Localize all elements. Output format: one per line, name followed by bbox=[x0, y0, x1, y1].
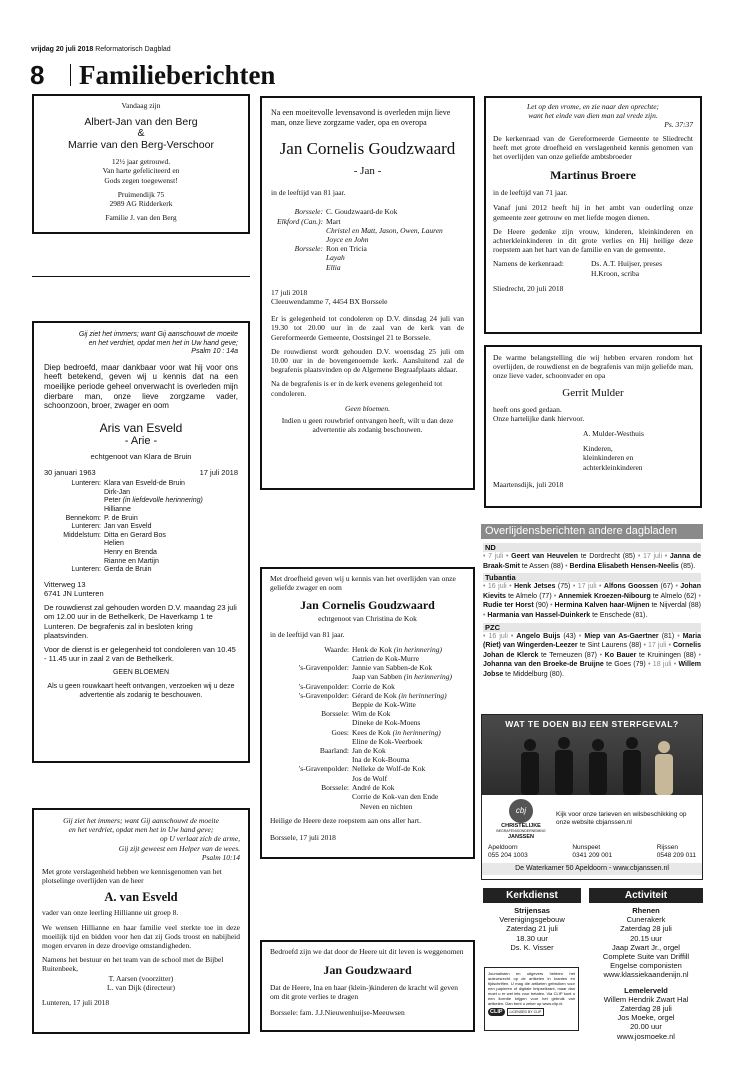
family-row: 's-Gravenpolder: Corrie de Kok bbox=[298, 681, 395, 691]
family-row: Waarde: Henk de Kok (in herinnering) bbox=[324, 644, 442, 654]
office: Rijssen 0548 209 011 bbox=[656, 843, 696, 859]
no-flowers: Geen bloemen. bbox=[345, 403, 390, 413]
announcement-text: Na een moeitevolle levensavond is overleden mijn lieve man, onze lieve zorgzame vader, opa en overopa bbox=[271, 108, 451, 127]
nickname: - Arie - bbox=[124, 434, 158, 447]
staff-silhouettes bbox=[482, 715, 702, 795]
spouse: echtgenoot van Klara de Bruin bbox=[90, 451, 192, 461]
family-row: Lunteren: Jan van Esveld bbox=[71, 523, 152, 531]
condolence-info: Er is gelegenheid tot condoleren op D.V. dinsdag 24 juli van 19.30 tot 20.00 uur in de zaal van de kerk van de Gereformeerde Gemeente, Oostsingel 21 te Borssele. bbox=[271, 314, 464, 342]
death-notice-goudzwaard bbox=[260, 96, 475, 490]
office: Apeldoorn 055 204 1003 bbox=[488, 843, 528, 859]
paper-deaths-text: • 16 juli • Angelo Buijs (43) • Miep van As-Gaertner (81) • Maria (Riet) van Wingerden-Leezer te Sint Laurens (88) • 17 juli • Cornelis Johan de Klerck te Terneuzen (87) • Ko Bauer te Kruiningen (88) • Johanna van den Broeke-de Bruijne te Goes (79) • 18 juli • Willem Jobse te Middelburg (80). bbox=[483, 632, 702, 678]
family-row: Jaap van Sabben (in herinnering) bbox=[352, 672, 452, 682]
address: Vitterweg 13 6741 JN Lunteren bbox=[44, 579, 104, 598]
age: in de leeftijd van 81 jaar. bbox=[271, 188, 346, 198]
family-row: Borssele: Wim de Kok bbox=[321, 709, 391, 719]
place-date: Borssele, 17 juli 2018 bbox=[270, 832, 336, 842]
family-row: Catrien de Kok-Murre bbox=[352, 654, 420, 664]
copyright-notice bbox=[484, 967, 579, 1031]
paper-deaths-text: • 16 juli • Henk Jetses (75) • 17 juli • Alfons Goossen (67) • Johan Kievits te Almelo (77) • Annemiek Kroezen-Nibourg te Almelo (62) • Rudie ter Horst (90) • Hermina Kalven haar-Wijnen te Nijverdal (88) • Harmania van Hassel-Duinkerk te Enschede (81). bbox=[483, 583, 701, 619]
family-row: Lunteren: Gerda de Bruin bbox=[71, 566, 152, 574]
family-row: Joyce en John bbox=[326, 235, 369, 244]
family-row: Ina de Kok-Bouma bbox=[352, 755, 410, 765]
address: Pruimendijk 75 2989 AG Ridderkerk bbox=[109, 189, 173, 209]
deceased-name: Gerrit Mulder bbox=[562, 386, 624, 399]
header-divider bbox=[70, 64, 71, 86]
no-flowers: GEEN BLOEMEN bbox=[112, 669, 169, 677]
announcement-text: Met droefheid geven wij u kennis van het overlijden van onze geliefde zwager en oom bbox=[270, 574, 456, 593]
children: Kinderen, kleinkinderen en achterkleinkinderen bbox=[583, 444, 643, 472]
family-row: Baarland: Jan de Kok bbox=[319, 746, 386, 756]
family-row: Elkford (Can.): Mart bbox=[277, 216, 341, 226]
family-row: Layah bbox=[326, 253, 345, 263]
paper-heading: PZC bbox=[483, 623, 701, 632]
paper-deaths-text: • 7 juli • Geert van Heuvelen te Dordrecht (85) • 17 juli • Janna de Braak-Smit te Assen (88) • Berdina Elisabeth Hensen-Neelis (85). bbox=[483, 553, 701, 570]
family-row: Middelstum: Ditta en Gerard Bos bbox=[63, 531, 166, 539]
event-detail: Engelse componisten bbox=[610, 961, 682, 971]
family-row: Bennekom: P. de Bruin bbox=[65, 514, 138, 522]
dateline: vrijdag 20 juli 2018 Reformatorisch Dagblad bbox=[31, 46, 171, 53]
paper-heading: ND bbox=[483, 543, 701, 552]
activities-title: Activiteit bbox=[589, 888, 703, 903]
announcement-text: Bedroefd zijn we dat door de Heere uit dit leven is weggenomen bbox=[270, 947, 464, 956]
family-row: Borssele: C. Goudzwaard-de Kok bbox=[294, 207, 398, 217]
relation: vader van onze leerling Hillianne uit groep 8. bbox=[42, 908, 179, 918]
nieces-nephews: Neven en nichten bbox=[360, 802, 413, 812]
service-info: De rouwdienst zal gehouden worden D.V. maandag 23 juli om 12.00 uur in de Bethelkerk, De Haverkamp 1 te Lunteren. De begrafenis zal in besloten kring plaatsvinden. bbox=[44, 603, 237, 640]
signature: Familie J. van den Berg bbox=[105, 213, 177, 223]
death-notice-broere bbox=[484, 96, 702, 334]
family-row: Borssele: Ron en Tricia bbox=[294, 244, 367, 254]
thanks-notice-mulder bbox=[484, 345, 702, 508]
event-place: Lemelerveld bbox=[624, 985, 668, 995]
couple-name: Marrie van den Berg-Verschoor bbox=[68, 139, 214, 152]
family-row: Beppie de Kok-Witte bbox=[352, 700, 416, 710]
event-place: Rhenen bbox=[632, 906, 660, 915]
announcement-text: De kerkenraad van de Gereformeerde Gemeente te Sliedrecht heeft met grote droefheid en verslagenheid kennis genomen van het overlijden van onze geliefde ambtsbroeder bbox=[493, 133, 693, 162]
signers: T. Aarsen (voorzitter) L. van Dijk (directeur) bbox=[107, 973, 175, 992]
deceased-name: Martinus Broere bbox=[550, 168, 636, 183]
event-detail: Zaterdag 28 juli bbox=[620, 924, 672, 934]
service-place: Strijensas bbox=[514, 906, 550, 915]
family-row: Hillianne bbox=[104, 505, 131, 513]
deaths-list bbox=[481, 539, 703, 680]
death-notice-in-laws bbox=[260, 567, 475, 859]
bible-quote: Let op den vrome, en zie naar den oprechte; want het einde van dien man zal vrede zijn. Ps. 37:37 bbox=[526, 102, 693, 130]
janssen-logo: cbj CHRISTELIJKE BEGRAFENISONDERNEMING JANSSEN bbox=[486, 799, 556, 840]
date-address: 17 juli 2018 Cleeuwendamme 7, 4454 BX Borssele bbox=[271, 287, 388, 307]
event-detail: Complete Suite van Driffill bbox=[602, 952, 690, 962]
family-row: Peter (in liefdevolle herinnering) bbox=[104, 497, 203, 505]
deceased-name: Aris van Esveld bbox=[99, 420, 183, 435]
column-rule bbox=[32, 276, 250, 277]
event-detail: www.klassiekaandenijn.nl bbox=[603, 970, 689, 980]
family-row: Corrie de Kok-van den Ende bbox=[352, 792, 439, 802]
announcement-text: Met grote verslagenheid hebben we kennisgenomen van het plotselinge overlijden van de heer bbox=[42, 867, 222, 886]
event-list bbox=[589, 906, 703, 1041]
verse: Heilige de Heere deze roepstem aan ons aller hart. bbox=[270, 816, 421, 826]
event-detail: Jos Moeke, orgel bbox=[617, 1013, 675, 1023]
event-detail: Zaterdag 28 juli bbox=[620, 1004, 672, 1014]
deaths-title: Overlijdensberichten andere dagbladen bbox=[481, 524, 703, 539]
bible-quote: Gij ziet het immers; want Gij aanschouwt de moeite en het verdriet, opdat men het in Uw hand geve; op U verlaat zich de arme, Gij zijt geweest een Helper van de wees. Psalm 10:14 bbox=[63, 816, 240, 862]
family-row: Helien bbox=[104, 540, 124, 548]
paragraph: De Heere gedenke zijn vrouw, kinderen, kleinkinderen en achterkleinkinderen in dit grote verlies en Hij heilige deze roepstem aan het hart van de familie en van de gemeente. bbox=[493, 226, 693, 255]
ad-intro: Vandaag zijn bbox=[121, 101, 161, 110]
place-date: Sliedrecht, 20 juli 2018 bbox=[493, 283, 564, 293]
family-list bbox=[270, 645, 465, 801]
closing-note: Indien u geen rouwbrief ontvangen heeft, wilt u dan deze advertentie als zodanig beschouwen. bbox=[281, 416, 454, 435]
service-info: De rouwdienst wordt gehouden D.V. woensdag 25 juli om 10.00 uur in de bovengenoemde kerk. Aansluitend zal de begrafenis plaatsvinden op de Algemene Begraafplaats aldaar. bbox=[271, 346, 464, 375]
family-row: Lunteren: Klara van Esveld-de Bruin bbox=[71, 480, 185, 488]
banner-tagline: Kijk voor onze tarieven en wilsbeschikking op onze website cbjanssen.nl bbox=[556, 811, 687, 827]
bible-quote: Gij ziet het immers; want Gij aanschouwt de moeite en het verdriet, opdat men het in Uw hand geve; Psalm 10 : 14a bbox=[78, 331, 238, 356]
banner-photo bbox=[482, 715, 702, 795]
service-details: Verenigingsgebouw Zaterdag 21 juli 18.30 uur Ds. K. Visser bbox=[499, 915, 565, 952]
activities bbox=[589, 888, 703, 1041]
family-row: Borssele: André de Kok bbox=[321, 782, 395, 792]
family-list bbox=[44, 480, 238, 575]
family-row: Goes: Kees de Kok (in herinnering) bbox=[331, 727, 441, 737]
on-behalf: Namens het bestuur en het team van de school met de Bijbel Ruitenbeek, bbox=[42, 955, 224, 974]
copyright-text: Journalisten en uitgevers hebben het auteursrecht op de artikelen in kranten en tijdschriften. U mag die artikelen gebruiken voor een papieren of digitale knipselkrant, maar dan moet u er wel iets voor betalen. Via CLIP kunt u een licentie krijgen voor het gebruik van artikelen. Dan bent u zeker op www.clip.nl. bbox=[488, 971, 575, 1006]
event-detail: 20.00 uur bbox=[630, 1022, 662, 1032]
ampersand: & bbox=[137, 127, 145, 140]
cbj-logo-icon: cbj bbox=[509, 799, 533, 823]
event-detail: 20.15 uur bbox=[630, 933, 662, 943]
family-row: 's-Gravenpolder: Nelleke de Wolf-de Kok bbox=[298, 764, 426, 774]
clip-logo-icon: CLIP bbox=[490, 1009, 503, 1015]
church-service bbox=[483, 888, 581, 956]
condolence-info: Voor de dienst is er gelegenheid tot condoleren van 10.45 - 11.45 uur in zaal 2 van de Bethelkerk. bbox=[44, 644, 236, 664]
paper-heading: Tubantia bbox=[483, 573, 701, 582]
paragraph: Vanaf juni 2012 heeft hij in het ambt van ouderling onze gemeente zeer getrouw en met liefde mogen dienen. bbox=[493, 203, 693, 222]
family-row: Eline de Kok-Veerboek bbox=[352, 736, 423, 746]
family-row: Rianne en Martijn bbox=[104, 557, 159, 565]
place-date: Maartensdijk, juli 2018 bbox=[493, 479, 564, 489]
couple-name: Albert-Jan van den Berg bbox=[84, 116, 198, 129]
event-detail: www.josmoeke.nl bbox=[617, 1031, 675, 1041]
event-detail: Cunerakerk bbox=[626, 915, 666, 925]
school-notice bbox=[32, 808, 250, 1034]
church-service-title: Kerkdienst bbox=[483, 888, 581, 903]
thanks-text: heeft ons goed gedaan. Onze hartelijke dank hiervoor. bbox=[493, 404, 585, 423]
family-list bbox=[271, 207, 464, 271]
wish-text: We wensen Hillianne en haar familie veel sterkte toe in deze moeilijk tijd en bidden voor hen dat zij Gods troost en nabijheid mogen ervaren in deze droevige omstandigheden. bbox=[42, 922, 240, 951]
announcement-text: De warme belangstelling die wij hebben ervaren rondom het overlijden, de rouwdienst en de begrafenis van mijn geliefde man, onze lieve vader, schoonvader en opa bbox=[493, 353, 693, 381]
announcement-text: Diep bedroefd, maar dankbaar voor wat hij voor ons heeft betekend, geven wij u kennis dat na een moeilijke periode geheel onverwacht is overleden mijn dierbare man, onze lieve zorgzame vader, schoonzoon, broer, zwager en oom bbox=[44, 362, 238, 411]
family-row: Dineke de Kok-Moens bbox=[352, 718, 421, 728]
signature: Borssele: fam. J.J.Nieuwenhuijse-Meeuwsen bbox=[270, 1007, 405, 1017]
age: in de leeftijd van 71 jaar. bbox=[493, 188, 568, 198]
deceased-name: Jan Goudzwaard bbox=[323, 963, 412, 978]
closing-note: Als u geen rouwkaart heeft ontvangen, verzoeken wij u deze advertentie als zodanig te beschouwen. bbox=[47, 682, 235, 699]
deceased-name: Jan Cornelis Goudzwaard bbox=[279, 139, 456, 159]
nickname: - Jan - bbox=[353, 165, 382, 178]
deceased-name: Jan Cornelis Goudzwaard bbox=[300, 598, 435, 613]
event-detail: Willem Hendrik Zwart Hal bbox=[603, 994, 689, 1004]
dates: 30 januari 1963 17 juli 2018 bbox=[44, 467, 238, 477]
family-row: Ellia bbox=[326, 262, 341, 272]
family-row: 's-Gravenpolder: Gérard de Kok (in herinnering) bbox=[298, 690, 447, 700]
office-list bbox=[482, 844, 702, 860]
body-text: Dat de Heere, Ina en haar (klein-)kinderen de kracht wil geven om dit grote verlies te dragen bbox=[270, 983, 459, 1002]
page-number: 8 bbox=[30, 60, 45, 90]
family-row: Jos de Wolf bbox=[352, 773, 388, 783]
other-papers-deaths bbox=[481, 524, 703, 705]
clip-badge: LICENSED BY CLIP bbox=[507, 1008, 545, 1016]
banner-footer[interactable]: De Waterkamer 50 Apeldoorn - www.cbjanssen.nl bbox=[482, 863, 702, 875]
anniversary-ad bbox=[32, 94, 250, 234]
deceased-name: A. van Esveld bbox=[104, 890, 178, 905]
spouse: echtgenoot van Christina de Kok bbox=[318, 614, 417, 624]
signers: Namens de kerkenraad: Ds. A.T. Huijser, preses H.Kroon, scriba bbox=[493, 259, 663, 278]
congrats-text: 12½ jaar getrouwd. Van harte gefeliciteerd en Gods zegen toegewenst! bbox=[102, 157, 180, 185]
death-notice-esveld bbox=[32, 321, 250, 763]
family-row: 's-Gravenpolder: Jannie van Sabben-de Kok bbox=[298, 663, 433, 673]
after-info: Na de begrafenis is er in de kerk evenens gelegenheid tot condoleren. bbox=[271, 379, 443, 398]
death-notice-jan-goudzwaard bbox=[260, 940, 475, 1032]
age: in de leeftijd van 81 jaar. bbox=[270, 629, 345, 639]
signer: A. Mulder-Westhuis bbox=[583, 429, 644, 439]
banner-headline: WAT TE DOEN BIJ EEN STERFGEVAL? bbox=[505, 719, 679, 729]
family-row: Christel en Matt, Jason, Owen, Lauren bbox=[326, 225, 443, 235]
funeral-director-ad bbox=[481, 714, 703, 880]
family-row: Henry en Brenda bbox=[104, 548, 157, 556]
section-title: Familieberichten bbox=[79, 60, 276, 90]
family-row: Dirk-Jan bbox=[104, 488, 131, 496]
place-date: Lunteren, 17 juli 2018 bbox=[42, 998, 110, 1008]
event-detail: Jaap Zwart Jr., orgel bbox=[612, 942, 680, 952]
office: Nunspeet 0341 209 001 bbox=[572, 843, 613, 859]
